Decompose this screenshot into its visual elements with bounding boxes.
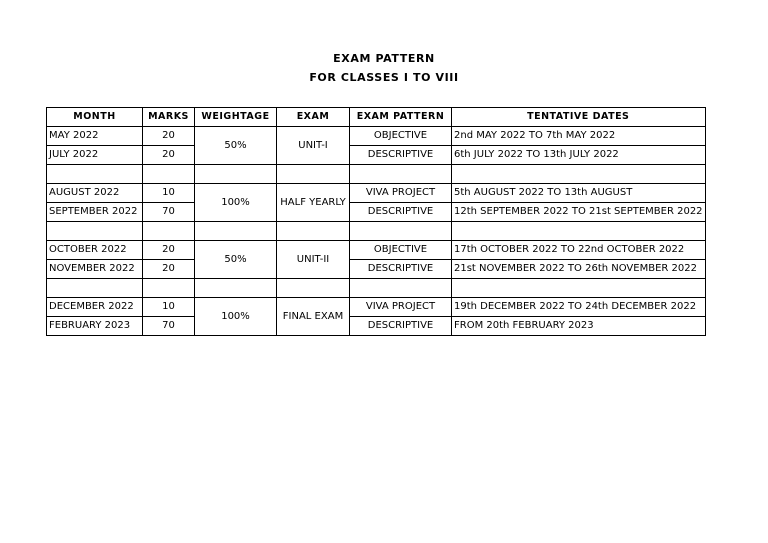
marks-cell: 70 <box>143 203 195 222</box>
pattern-cell: OBJECTIVE <box>350 127 452 146</box>
header-weightage: WEIGHTAGE <box>195 108 277 127</box>
table-row <box>47 127 706 146</box>
spacer-row <box>47 165 706 184</box>
table-row <box>47 241 706 260</box>
weightage-cell: 50% <box>195 127 277 165</box>
header-exam: EXAM <box>277 108 350 127</box>
weightage-cell: 100% <box>195 298 277 336</box>
month-cell: OCTOBER 2022 <box>47 241 143 260</box>
header-month: MONTH <box>47 108 143 127</box>
month-cell: MAY 2022 <box>47 127 143 146</box>
month-cell: NOVEMBER 2022 <box>47 260 143 279</box>
dates-cell: 17th OCTOBER 2022 TO 22nd OCTOBER 2022 <box>452 241 706 260</box>
pattern-cell: DESCRIPTIVE <box>350 260 452 279</box>
marks-cell: 20 <box>143 260 195 279</box>
table-row <box>47 184 706 203</box>
month-cell: JULY 2022 <box>47 146 143 165</box>
month-cell: FEBRUARY 2023 <box>47 317 143 336</box>
spacer-row <box>47 222 706 241</box>
exam-cell: UNIT-II <box>277 241 350 279</box>
marks-cell: 20 <box>143 241 195 260</box>
table-row <box>47 298 706 317</box>
pattern-cell: DESCRIPTIVE <box>350 317 452 336</box>
pattern-cell: VIVA PROJECT <box>350 298 452 317</box>
month-cell: AUGUST 2022 <box>47 184 143 203</box>
dates-cell: 12th SEPTEMBER 2022 TO 21st SEPTEMBER 2022 <box>452 203 706 222</box>
header-tentative-dates: TENTATIVE DATES <box>452 108 706 127</box>
exam-cell: UNIT-I <box>277 127 350 165</box>
month-cell: SEPTEMBER 2022 <box>47 203 143 222</box>
header-marks: MARKS <box>143 108 195 127</box>
dates-cell: 5th AUGUST 2022 TO 13th AUGUST <box>452 184 706 203</box>
dates-cell: 21st NOVEMBER 2022 TO 26th NOVEMBER 2022 <box>452 260 706 279</box>
dates-cell: 6th JULY 2022 TO 13th JULY 2022 <box>452 146 706 165</box>
table-row <box>47 146 706 165</box>
exam-cell: FINAL EXAM <box>277 298 350 336</box>
month-cell: DECEMBER 2022 <box>47 298 143 317</box>
marks-cell: 70 <box>143 317 195 336</box>
table-row <box>47 203 706 222</box>
dates-cell: 19th DECEMBER 2022 TO 24th DECEMBER 2022 <box>452 298 706 317</box>
weightage-cell: 100% <box>195 184 277 222</box>
dates-cell: 2nd MAY 2022 TO 7th MAY 2022 <box>452 127 706 146</box>
exam-pattern-table <box>46 107 706 336</box>
exam-cell: HALF YEARLY <box>277 184 350 222</box>
marks-cell: 20 <box>143 146 195 165</box>
weightage-cell: 50% <box>195 241 277 279</box>
marks-cell: 10 <box>143 184 195 203</box>
header-row <box>47 108 706 127</box>
dates-cell: FROM 20th FEBRUARY 2023 <box>452 317 706 336</box>
pattern-cell: DESCRIPTIVE <box>350 203 452 222</box>
document-subtitle: FOR CLASSES I TO VIII <box>309 71 459 84</box>
marks-cell: 10 <box>143 298 195 317</box>
pattern-cell: OBJECTIVE <box>350 241 452 260</box>
pattern-cell: VIVA PROJECT <box>350 184 452 203</box>
header-exam-pattern: EXAM PATTERN <box>350 108 452 127</box>
table-row <box>47 317 706 336</box>
document-title: EXAM PATTERN <box>333 52 435 65</box>
spacer-row <box>47 279 706 298</box>
marks-cell: 20 <box>143 127 195 146</box>
table-row <box>47 260 706 279</box>
pattern-cell: DESCRIPTIVE <box>350 146 452 165</box>
